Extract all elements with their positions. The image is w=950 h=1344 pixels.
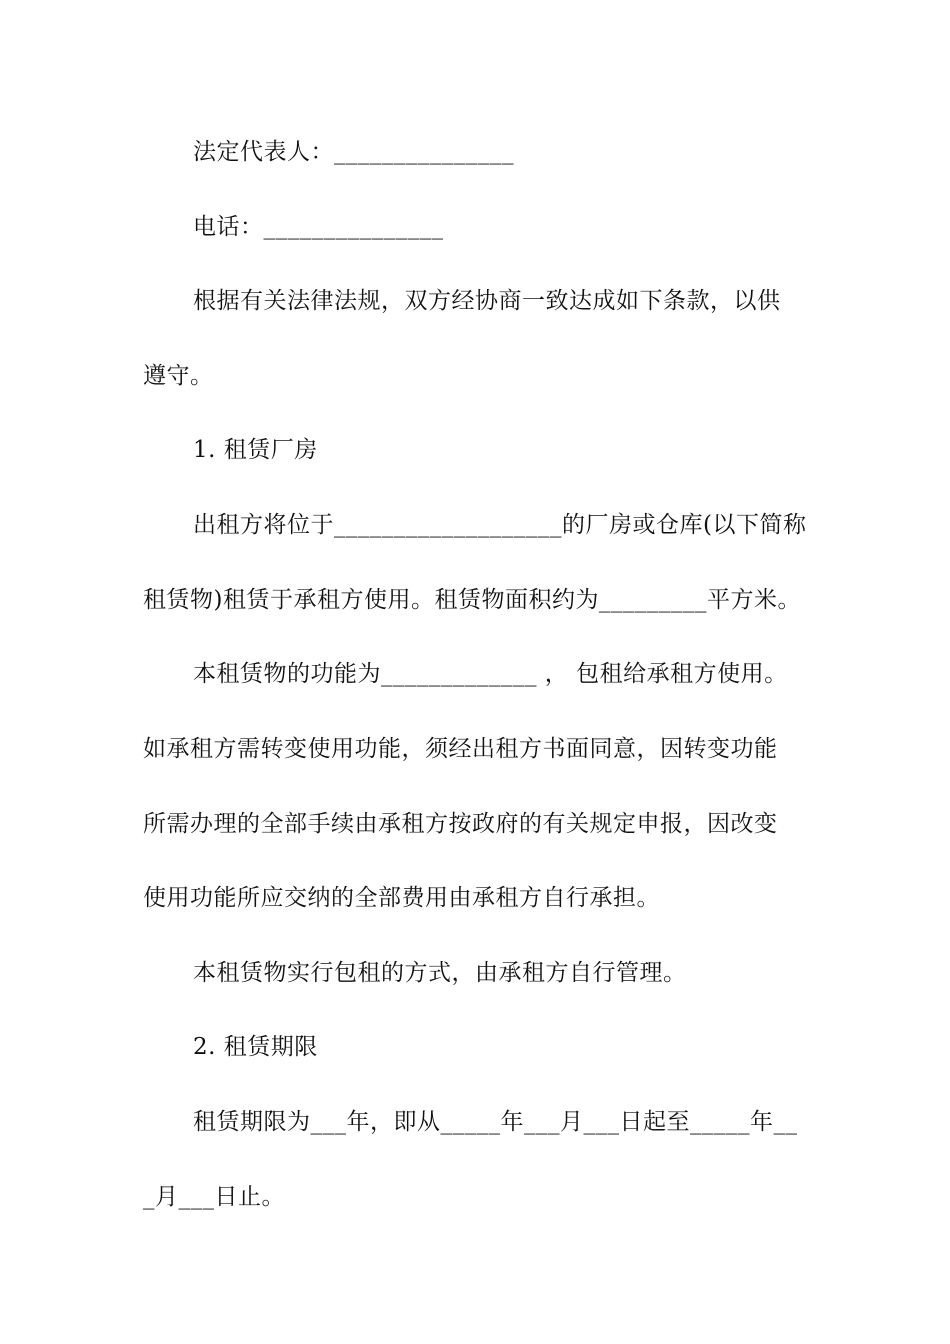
section-heading: 1. 租赁厂房 xyxy=(193,437,318,463)
paragraph-line: 租赁物)租赁于承租方使用。租赁物面积约为_________平方米。 xyxy=(143,587,801,613)
paragraph-line: 租赁期限为___年，即从_____年___月___日起至_____年__ xyxy=(193,1109,798,1135)
paragraph-line: 如承租方需转变使用功能，须经出租方书面同意，因转变功能 xyxy=(143,736,778,762)
phone-line: 电话：_______________ xyxy=(193,214,444,240)
paragraph-line: _月___日止。 xyxy=(143,1184,285,1210)
paragraph-line: 本租赁物实行包租的方式，由承租方自行管理。 xyxy=(193,960,687,986)
paragraph-line: 所需办理的全部手续由承租方按政府的有关规定申报，因改变 xyxy=(143,811,778,837)
paragraph-line: 本租赁物的功能为_____________ ， 包租给承租方使用。 xyxy=(193,661,788,687)
paragraph-line: 遵守。 xyxy=(143,363,214,389)
paragraph-line: 出租方将位于___________________的厂房或仓库(以下简称 xyxy=(193,512,807,538)
legal-representative-line: 法定代表人：_______________ xyxy=(193,139,514,165)
paragraph-line: 使用功能所应交纳的全部费用由承租方自行承担。 xyxy=(143,885,660,911)
section-heading: 2. 租赁期限 xyxy=(193,1034,318,1060)
paragraph-line: 根据有关法律法规，双方经协商一致达成如下条款，以供 xyxy=(193,288,781,314)
